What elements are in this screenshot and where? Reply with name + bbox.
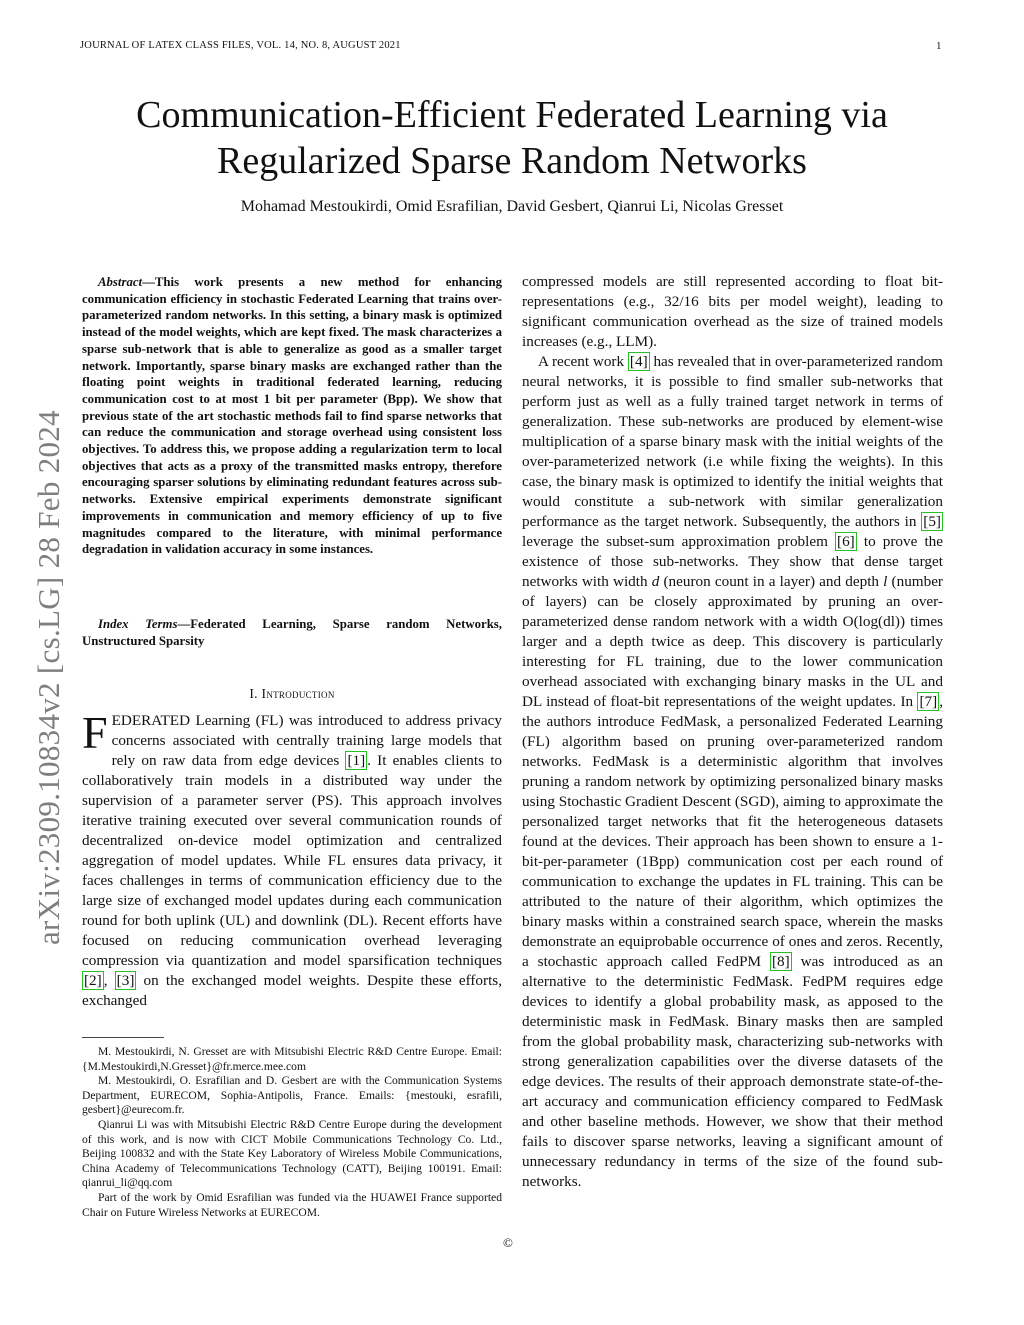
body-text: has revealed that in over-parameterized random neural networks, it is possible to find smaller sub-networks that perform just as well as a fully trained target network in terms of generalization. These sub-networks are produced by element-wise multiplication of a sparse binary mask with the initial weights of the over-parameterized network (i.e while fixing the weights). In this case, the binary mask is optimized to identify the initial weights that would constitute a sub-network with similar generalization performance as the target network. Subsequently, the authors in [522,353,943,530]
abstract [82,274,502,558]
body-text: (number of layers) can be closely approximated by pruning an over-parameterized dense random network with a width [522,573,943,630]
intro-text: , [103,972,115,989]
section-heading [82,686,502,702]
title-line-1: Communication-Efficient Federated Learning via [136,94,888,136]
math-variable: d [651,573,660,590]
running-header: JOURNAL OF LATEX CLASS FILES, VOL. 14, NO. 8, AUGUST 2021 [80,40,401,51]
intro-paragraph [82,707,503,1011]
body-text: , the authors introduce FedMask, a personalized Federated Learning (FL) algorithm based on pruning over-parameterized random networks. FedMask is a deterministic algorithm that involves pruning a random network by optimizing personalized binary masks using Stochastic Gradient Descent (SGD), aiming to approximate the personalized target networks that fit the heterogeneous datasets found at the devices. Their approach has been shown to ensure a 1-bit-per-parameter (1Bpp) communication cost per each round of communication to exchange the updates in FL training. This can be attributed to the nature of their algorithm, which optimizes the binary masks within a constrained search space, wherein the masks demonstrate an equiprobable occurrence of ones and zeros. Recently, a stochastic approach called FedPM [522,693,943,970]
body-text: (neuron count in a layer) and depth [659,573,884,590]
arxiv-identifier: arXiv:2309.10834v2 [cs.LG] 28 Feb 2024 [31,410,66,945]
intro-text: on the exchanged model weights. Despite these efforts, exchanged [82,972,503,1009]
body-text: leverage the subset-sum approximation problem [522,533,836,550]
body-text: A recent work [538,353,628,370]
intro-text: EDERATED Learning (FL) was introduced to address privacy concerns associated with centrally training large models that rely on raw data from edge devices [111,712,502,769]
author-list: Mohamad Mestoukirdi, Omid Esrafilian, David Gesbert, Qianrui Li, Nicolas Gresset [240,198,784,215]
citation-link[interactable]: [6] [837,533,855,550]
index-terms [82,616,502,649]
math-variable: l [883,573,888,590]
page-number: 1 [936,40,942,52]
body-paragraph [522,352,943,1192]
body-text: times larger and a depth twice as deep. This discovery is particularly interesting for FL training, due to the lower communication overhead associated with exchanging binary masks in the UL and DL instead of float-bit representations of the weight updates. In [522,613,944,710]
section-number: I. [249,686,258,701]
citation-link[interactable]: [8] [771,953,790,970]
right-column [522,272,943,1192]
intro-text: . It enables clients to collaboratively train models in a distributed way under the supervision of a parameter server (PS). This approach involves iterative training executed over several communication rounds of decentralized on-device model optimization and centralized aggregation of model updates. While FL ensures data privacy, it faces challenges in terms of communication efficiency due to the large size of exchanged model updates during each communication round for both uplink (UL) and downlink (DL). Recent efforts have focused on reducing communication overhead leveraging compression via quantization and model sparsification techniques [82,752,503,969]
footnote: M. Mestoukirdi, N. Gresset are with Mitsubishi Electric R&D Centre Europe. Email: {M.Mestoukirdi,N.Gresset}@fr.merce.mee.com [82,1045,502,1073]
index-terms-label: Index Terms [98,617,178,631]
footnote-rule [82,1037,164,1038]
footnotes [82,1045,502,1220]
footnote: Part of the work by Omid Esrafilian was funded via the HUAWEI France supported Chair on Future Wireless Networks at EURECOM. [82,1190,502,1219]
citation-link[interactable]: [3] [116,972,135,989]
footnote: M. Mestoukirdi, O. Esrafilian and D. Gesbert are with the Communication Systems Department, EURECOM, Sophia-Antipolis, France. Emails: {mestouki, esrafili, gesbert}@eurecom.fr. [82,1074,502,1117]
drop-cap: F [82,707,108,758]
abstract-text: —This work presents a new method for enhancing communication efficiency in stochastic Federated Learning that trains over-parameterized random networks. In this setting, a binary mask is optimized instead of the model weights, which are kept fixed. The mask characterizes a sparse sub-network that is able to generalize as good as a smaller target network. Importantly, sparse binary masks are exchanged rather than the floating point weights in traditional federated learning, reducing communication cost to at most 1 bit per parameter (Bpp). We show that previous state of the art stochastic methods fail to find sparse networks that can reduce the communication and storage overhead using consistent loss objectives. To address this, we propose adding a regularization term to local objectives that acts as a proxy of the transmitted masks entropy, therefore encouraging sparser solutions by eliminating redundant features across sub-networks. Extensive empirical experiments demonstrate significant improvements in communication and memory efficiency of up to five magnitudes compared to the literature, with minimal performance degradation in validation accuracy in some instances. [82,275,502,557]
section-title: Introduction [261,686,335,701]
paper-title [60,92,964,184]
citation-link[interactable]: [2] [84,972,102,989]
citation-link[interactable]: [1] [347,752,366,769]
index-terms-text: —Federated Learning, Sparse random Networks, Unstructured Sparsity [82,617,502,648]
citation-link[interactable]: [4] [629,353,648,370]
body-paragraph: compressed models are still represented according to float bit-representations (e.g., 32/16 bits per model weight), leading to significant communication overhead as the size of trained models increases (e.g., LLM). [522,273,943,350]
citation-link[interactable]: [5] [923,513,941,530]
footnote: Qianrui Li was with Mitsubishi Electric R&D Centre Europe during the development of this work, and is now with CICT Mobile Communications Technology Co. Ltd., Beijing 100832 and with the State Key Laboratory of Wireless Mobile Communications, China Academy of Telecommunications Technology (CATT), Beijing 100191. Email: qianrui_li@qq.com [82,1117,502,1190]
citation-link[interactable]: [7] [919,693,938,710]
title-line-2: Regularized Sparse Random Networks [217,140,807,182]
body-text: to prove the existence of those sub-networks. They show that dense target networks with width [522,533,944,590]
body-text: was introduced as an alternative to the deterministic FedMask. FedPM requires edge devices to identify a global probability mask, as apposed to the deterministic mask in FedMask. Binary masks then are sampled from the global probability mask, characterizing sub-networks with strong generalization capabilities over the diverse datasets of the edge devices. The results of their approach demonstrate state-of-the-art accuracy and communication efficiency compared to FedMask and other baseline methods. However, we show that their method fails to discover sparse networks, leaving a significant amount of unnecessary redundancy in terms of the size of the found sub-networks. [522,953,943,1190]
abstract-label: Abstract [98,275,143,289]
copyright-mark: © [503,1235,513,1250]
math-expression: O(log(dl)) [842,613,906,630]
